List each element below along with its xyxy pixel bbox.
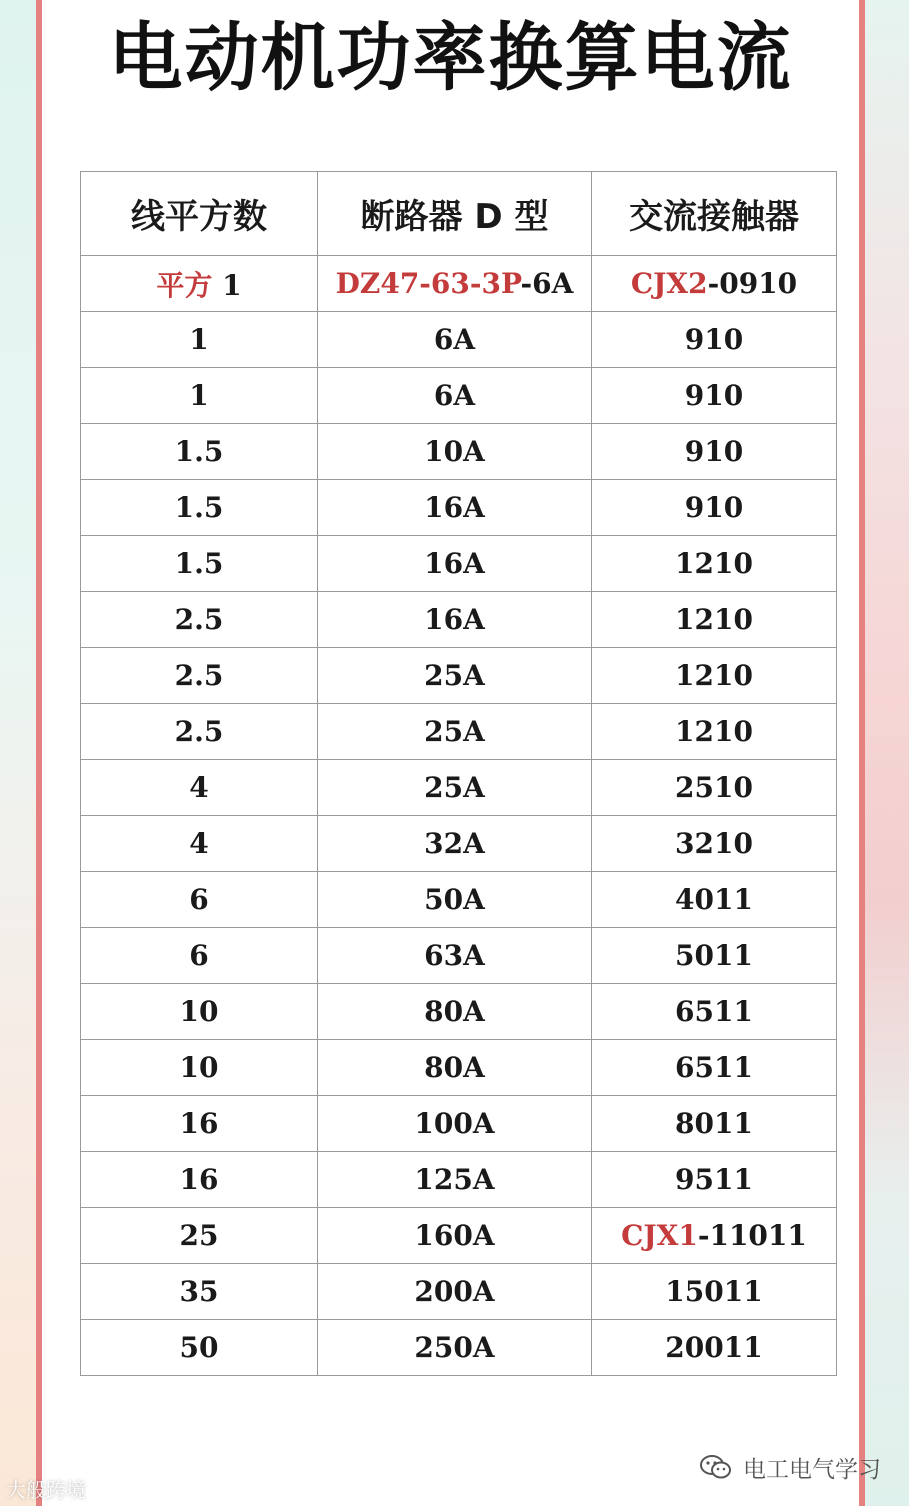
cell-wire-size: 35 [81, 1264, 318, 1320]
cell-wire-size: 1 [81, 368, 318, 424]
cell-breaker: 32A [318, 816, 592, 872]
example-contactor-red: CJX2 [630, 267, 708, 300]
cell-contactor: 1210 [592, 648, 837, 704]
cell-breaker: 160A [318, 1208, 592, 1264]
cell-breaker: 25A [318, 704, 592, 760]
cell-breaker: 25A [318, 760, 592, 816]
table-row [81, 424, 837, 480]
table-row [81, 928, 837, 984]
table-row [81, 648, 837, 704]
header-contactor: 交流接触器 [592, 172, 837, 256]
table-row [81, 1320, 837, 1376]
table-row [81, 1208, 837, 1264]
cell-contactor: 8011 [592, 1096, 837, 1152]
table-row [81, 1152, 837, 1208]
watermark-left: 大般跨境 [6, 1478, 86, 1502]
cell-breaker: 16A [318, 536, 592, 592]
cell-contactor: 1210 [592, 704, 837, 760]
cell-contactor: 910 [592, 424, 837, 480]
cell-contactor: 15011 [592, 1264, 837, 1320]
cell-contactor: 6511 [592, 984, 837, 1040]
cell-contactor: 910 [592, 312, 837, 368]
example-breaker-rest: -6A [520, 267, 574, 300]
cell-breaker: 63A [318, 928, 592, 984]
cell-wire-size: 6 [81, 872, 318, 928]
table-row [81, 872, 837, 928]
table-row [81, 368, 837, 424]
cell-contactor [592, 1208, 837, 1264]
wechat-icon [699, 1453, 733, 1481]
example-breaker [318, 256, 592, 312]
cell-breaker: 80A [318, 984, 592, 1040]
cell-contactor: 3210 [592, 816, 837, 872]
cell-contactor: 6511 [592, 1040, 837, 1096]
table-row [81, 704, 837, 760]
cell-breaker: 16A [318, 592, 592, 648]
cell-wire-size: 6 [81, 928, 318, 984]
cell-wire-size: 1.5 [81, 424, 318, 480]
cell-wire-size: 4 [81, 760, 318, 816]
cell-wire-size: 16 [81, 1152, 318, 1208]
cell-breaker: 80A [318, 1040, 592, 1096]
example-contactor [592, 256, 837, 312]
cell-wire-size: 2.5 [81, 704, 318, 760]
example-wire-size-rest: 1 [212, 268, 242, 302]
header-breaker: 断路器 D 型 [318, 172, 592, 256]
table-row [81, 760, 837, 816]
example-wire-size-red: 平方 [156, 268, 213, 302]
cell-breaker: 6A [318, 368, 592, 424]
example-breaker-red: DZ47-63-3P [335, 267, 521, 300]
cell-breaker: 50A [318, 872, 592, 928]
example-wire-size [81, 256, 318, 312]
header-wire-size: 线平方数 [81, 172, 318, 256]
cell-wire-size: 1.5 [81, 536, 318, 592]
contactor-model-red: CJX1 [621, 1219, 698, 1252]
contactor-model-rest: -11011 [697, 1219, 807, 1252]
watermark-right-text: 电工电气学习 [743, 1456, 881, 1483]
example-contactor-rest: -0910 [707, 267, 798, 300]
left-background-strip [0, 0, 40, 1506]
cell-breaker: 25A [318, 648, 592, 704]
cell-wire-size: 4 [81, 816, 318, 872]
cell-breaker: 200A [318, 1264, 592, 1320]
cell-wire-size: 10 [81, 984, 318, 1040]
cell-breaker: 250A [318, 1320, 592, 1376]
cell-contactor: 9511 [592, 1152, 837, 1208]
cell-contactor: 1210 [592, 592, 837, 648]
cell-wire-size: 1.5 [81, 480, 318, 536]
table-example-row [81, 256, 837, 312]
cell-breaker: 10A [318, 424, 592, 480]
cell-contactor: 910 [592, 368, 837, 424]
cell-wire-size: 16 [81, 1096, 318, 1152]
cell-breaker: 125A [318, 1152, 592, 1208]
cell-wire-size: 2.5 [81, 648, 318, 704]
page-title: 电动机功率换算电流 [108, 15, 793, 101]
table-row [81, 536, 837, 592]
cell-wire-size: 2.5 [81, 592, 318, 648]
table-header-row [81, 172, 837, 256]
cell-contactor: 1210 [592, 536, 837, 592]
cell-wire-size: 10 [81, 1040, 318, 1096]
cell-breaker: 16A [318, 480, 592, 536]
right-red-border [859, 0, 865, 1506]
table-row [81, 816, 837, 872]
table-row [81, 1040, 837, 1096]
cell-breaker: 100A [318, 1096, 592, 1152]
cell-wire-size: 1 [81, 312, 318, 368]
cell-breaker: 6A [318, 312, 592, 368]
table-row [81, 480, 837, 536]
table-row [81, 312, 837, 368]
cell-wire-size: 25 [81, 1208, 318, 1264]
cell-wire-size: 50 [81, 1320, 318, 1376]
cell-contactor: 4011 [592, 872, 837, 928]
conversion-table [80, 171, 837, 1376]
cell-contactor: 2510 [592, 760, 837, 816]
table-row [81, 984, 837, 1040]
cell-contactor: 20011 [592, 1320, 837, 1376]
table-row [81, 592, 837, 648]
table-row [81, 1264, 837, 1320]
table-row [81, 1096, 837, 1152]
cell-contactor: 5011 [592, 928, 837, 984]
watermark-right [699, 1450, 881, 1484]
cell-contactor: 910 [592, 480, 837, 536]
